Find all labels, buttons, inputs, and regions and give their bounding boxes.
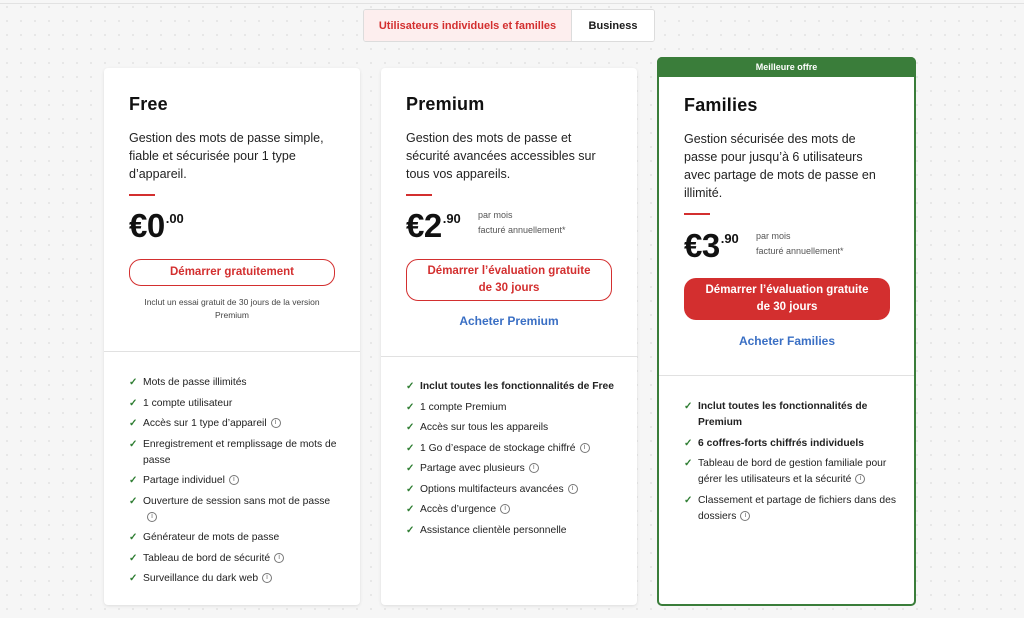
- feature-item: [406, 400, 621, 416]
- price-period: par mois: [756, 231, 791, 241]
- plan-name: Families: [684, 95, 758, 115]
- feature-item: [406, 441, 621, 457]
- plan-price: [684, 229, 739, 263]
- buy-families-link[interactable]: Acheter Families: [738, 334, 836, 348]
- feature-text: Accès sur tous les appareils: [420, 422, 549, 433]
- feature-label: [420, 523, 567, 539]
- plan-description: Gestion sécurisée des mots de passe pour jusqu’à 6 utilisateurs avec partage de mots de passe en illimité.: [684, 132, 876, 200]
- price-main: €3: [684, 227, 720, 264]
- info-icon[interactable]: i: [229, 475, 239, 485]
- start-free-button[interactable]: Démarrer gratuitement: [129, 259, 335, 286]
- feature-item: [129, 494, 344, 526]
- card-divider: [381, 356, 637, 357]
- start-trial-button[interactable]: Démarrer l’évaluation gratuite de 30 jours: [684, 278, 890, 320]
- feature-text: Tableau de bord de sécurité: [143, 552, 271, 564]
- check-icon: ✓: [406, 463, 415, 474]
- check-icon: ✓: [129, 397, 138, 409]
- check-icon: ✓: [129, 532, 138, 543]
- billing-note: facturé annuellement*: [756, 246, 844, 256]
- check-icon: ✓: [129, 573, 138, 584]
- check-icon: ✓: [129, 475, 138, 486]
- price-cents: .90: [442, 211, 461, 226]
- check-icon: ✓: [406, 422, 415, 433]
- info-icon[interactable]: i: [580, 443, 590, 453]
- check-icon: ✓: [129, 438, 138, 450]
- feature-label: [420, 379, 614, 395]
- feature-text: Inclut toutes les fonctionnalités de Premium: [698, 401, 868, 428]
- plan-card-free: [104, 68, 360, 605]
- price-main: €0: [129, 207, 165, 244]
- feature-text: 1 compte Premium: [420, 401, 507, 413]
- feature-text: Accès d’urgence: [420, 504, 497, 515]
- start-trial-button[interactable]: Démarrer l’évaluation gratuite de 30 jours: [406, 259, 612, 301]
- tab-individual-families[interactable]: Utilisateurs individuels et familles: [364, 10, 572, 41]
- feature-label: [143, 551, 284, 567]
- check-icon: ✓: [684, 458, 693, 469]
- trial-note: Inclut un essai gratuit de 30 jours de la version Premium: [144, 297, 320, 320]
- feature-item: [684, 436, 899, 452]
- plan-description: Gestion des mots de passe et sécurité avancées accessibles sur tous vos appareils.: [406, 131, 596, 181]
- info-icon[interactable]: i: [855, 474, 865, 484]
- feature-text: 1 Go d’espace de stockage chiffré: [420, 442, 576, 454]
- check-icon: ✓: [406, 504, 415, 515]
- check-icon: ✓: [129, 377, 138, 388]
- feature-label: [420, 400, 506, 416]
- info-icon[interactable]: i: [271, 418, 281, 428]
- feature-label: [420, 420, 548, 436]
- feature-item: [406, 482, 621, 498]
- feature-item: [129, 375, 344, 391]
- feature-text: Options multifacteurs avancées: [420, 483, 564, 495]
- info-icon[interactable]: i: [529, 463, 539, 473]
- feature-item: [129, 551, 344, 567]
- feature-text: Tableau de bord de gestion familiale pour gérer les utilisateurs et la sécurité: [698, 458, 887, 485]
- plan-description: Gestion des mots de passe simple, fiable et sécurisée pour 1 type d’appareil.: [129, 131, 324, 181]
- feature-text: Mots de passe illimités: [143, 377, 247, 388]
- price-period-note: [478, 208, 566, 238]
- check-icon: ✓: [406, 381, 415, 392]
- feature-item: [684, 493, 899, 525]
- feature-item: [406, 379, 621, 395]
- price-period: par mois: [478, 210, 513, 220]
- info-icon[interactable]: i: [568, 484, 578, 494]
- feature-item: [129, 473, 344, 489]
- feature-item: [129, 530, 344, 546]
- check-icon: ✓: [129, 552, 138, 564]
- feature-list: [406, 379, 621, 543]
- feature-item: [129, 416, 344, 432]
- check-icon: ✓: [406, 401, 415, 413]
- plan-name: Premium: [406, 94, 485, 114]
- feature-label: [420, 461, 539, 477]
- feature-item: [129, 437, 344, 469]
- feature-label: [143, 375, 247, 391]
- info-icon[interactable]: i: [740, 511, 750, 521]
- feature-list: [129, 375, 344, 592]
- plan-card-families: [657, 57, 916, 606]
- feature-label: [143, 416, 281, 432]
- feature-label: [420, 482, 578, 498]
- feature-text: 6 coffres-forts chiffrés individuels: [698, 437, 864, 449]
- feature-text: Surveillance du dark web: [143, 573, 259, 584]
- plan-price: [406, 209, 461, 243]
- plan-price: [129, 209, 184, 243]
- feature-label: [143, 437, 344, 469]
- feature-item: [684, 399, 899, 431]
- tab-business[interactable]: Business: [572, 10, 654, 41]
- check-icon: ✓: [129, 418, 138, 429]
- feature-text: Partage individuel: [143, 475, 225, 486]
- plan-card-premium: [381, 68, 637, 605]
- feature-text: 1 compte utilisateur: [143, 397, 233, 409]
- check-icon: ✓: [406, 483, 415, 495]
- feature-text: Générateur de mots de passe: [143, 532, 280, 543]
- feature-text: Inclut toutes les fonctionnalités de Free: [420, 381, 614, 392]
- best-offer-ribbon: Meilleure offre: [657, 57, 916, 77]
- red-accent-rule: [406, 194, 432, 196]
- check-icon: ✓: [684, 437, 693, 449]
- feature-label: [143, 494, 344, 526]
- card-divider: [659, 375, 914, 376]
- check-icon: ✓: [684, 401, 693, 412]
- feature-item: [406, 523, 621, 539]
- feature-item: [684, 456, 899, 488]
- feature-item: [406, 461, 621, 477]
- feature-item: [129, 396, 344, 412]
- feature-label: [420, 441, 590, 457]
- feature-label: [698, 493, 899, 525]
- feature-label: [143, 473, 239, 489]
- feature-text: Enregistrement et remplissage de mots de passe: [143, 438, 337, 466]
- feature-label: [698, 436, 864, 452]
- feature-label: [698, 399, 899, 431]
- feature-text: Classement et partage de fichiers dans des dossiers: [698, 494, 897, 522]
- check-icon: ✓: [406, 442, 415, 454]
- info-icon[interactable]: i: [262, 573, 272, 583]
- info-icon[interactable]: i: [500, 504, 510, 514]
- red-accent-rule: [684, 213, 710, 215]
- feature-item: [406, 420, 621, 436]
- billing-note: facturé annuellement*: [478, 225, 566, 235]
- feature-item: [406, 502, 621, 518]
- check-icon: ✓: [684, 494, 693, 506]
- info-icon[interactable]: i: [147, 512, 157, 522]
- feature-item: [129, 571, 344, 587]
- top-divider: [0, 3, 1024, 4]
- check-icon: ✓: [406, 524, 415, 536]
- feature-label: [420, 502, 510, 518]
- check-icon: ✓: [129, 495, 138, 507]
- feature-text: Partage avec plusieurs: [420, 463, 525, 474]
- price-main: €2: [406, 207, 442, 244]
- feature-label: [143, 530, 279, 546]
- feature-text: Accès sur 1 type d’appareil: [143, 418, 267, 429]
- plan-name: Free: [129, 94, 168, 114]
- info-icon[interactable]: i: [274, 553, 284, 563]
- feature-text: Ouverture de session sans mot de passe: [143, 495, 331, 507]
- price-cents: .00: [165, 211, 184, 226]
- feature-text: Assistance clientèle personnelle: [420, 524, 567, 536]
- feature-list: [684, 399, 899, 529]
- buy-premium-link[interactable]: Acheter Premium: [459, 314, 559, 328]
- price-period-note: [756, 229, 844, 259]
- feature-label: [143, 571, 272, 587]
- card-divider: [104, 351, 360, 352]
- red-accent-rule: [129, 194, 155, 196]
- feature-label: [143, 396, 232, 412]
- audience-tabs: [363, 9, 655, 42]
- price-cents: .90: [720, 231, 739, 246]
- feature-label: [698, 456, 899, 488]
